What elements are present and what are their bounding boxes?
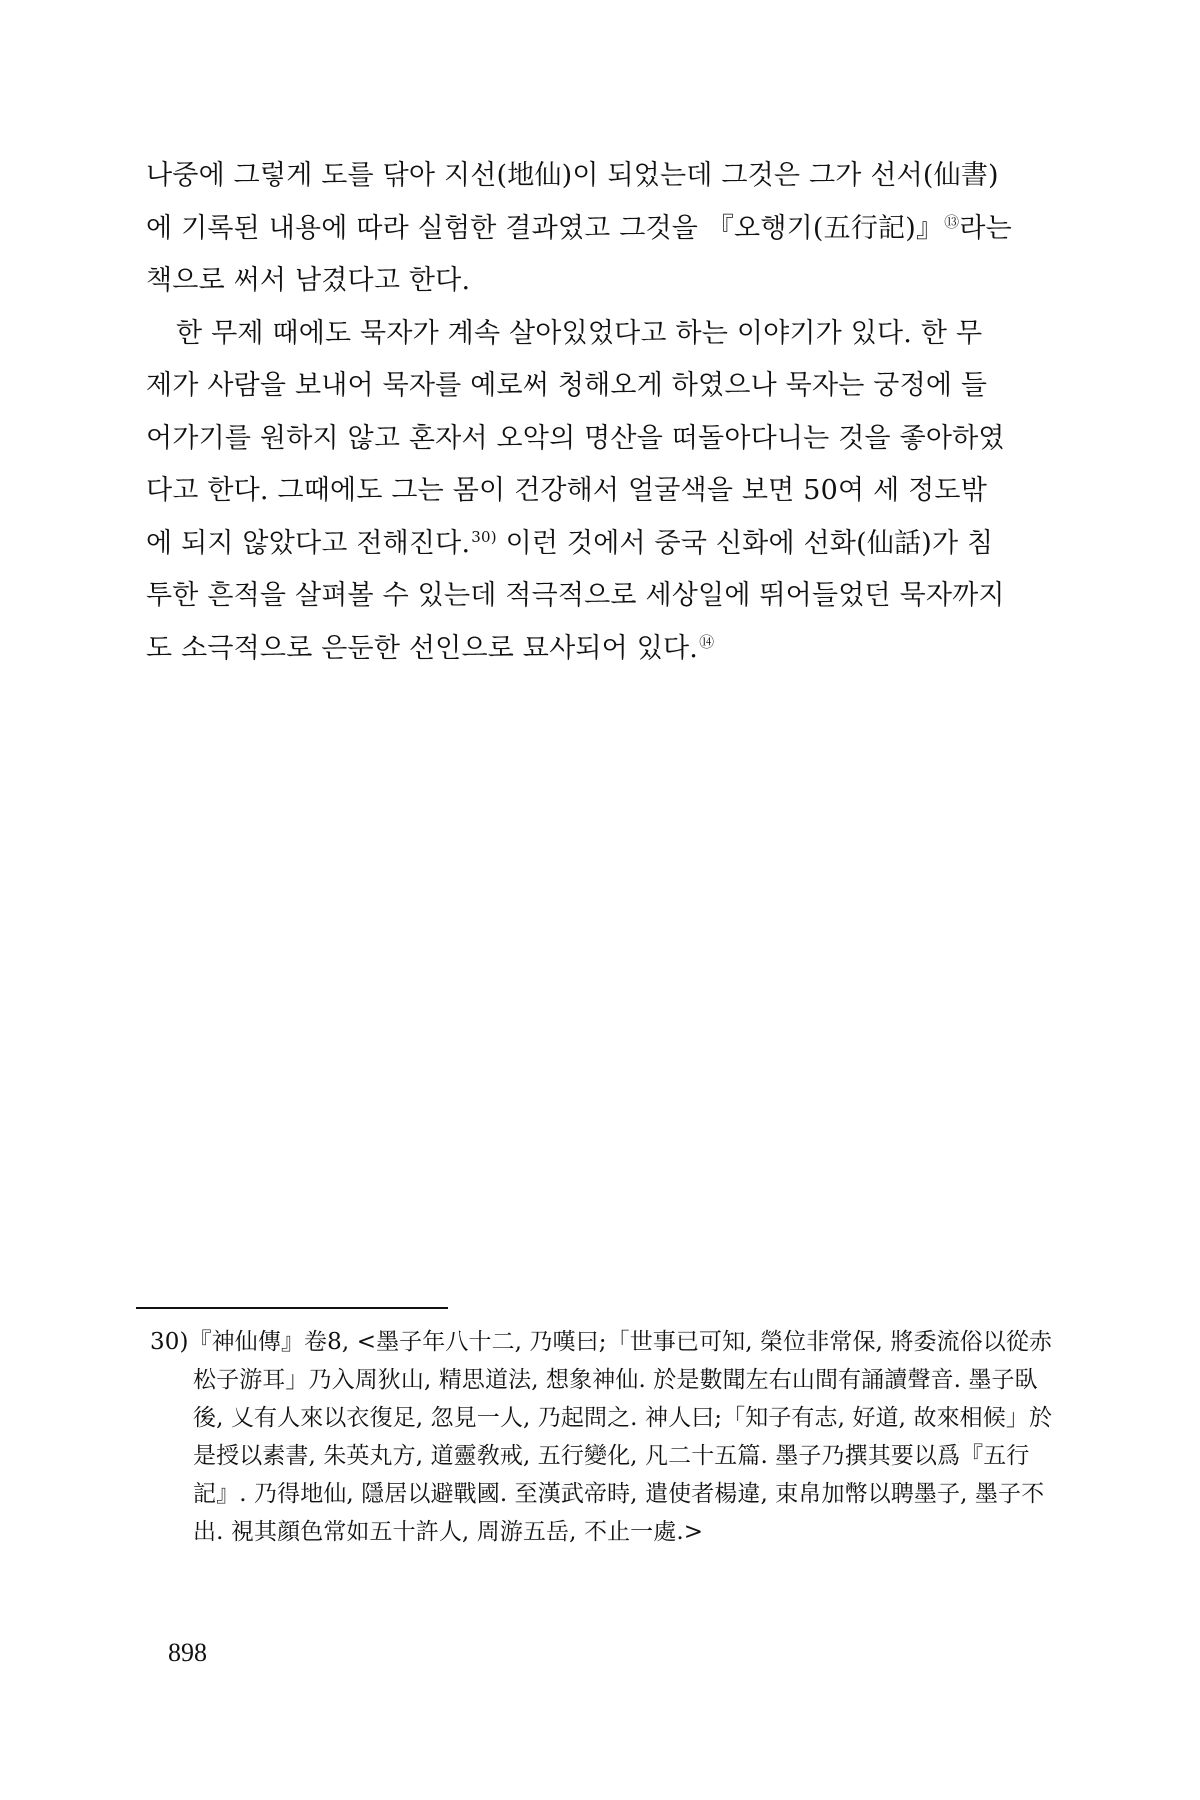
body-line-2-tail: 라는	[959, 212, 1012, 244]
body-line-5: 제가 사람을 보내어 묵자를 예로써 청해오게 하였으나 묵자는 궁정에 들	[146, 370, 988, 401]
page-number: 898	[168, 1638, 207, 1667]
body-line-8-text-b: 이런 것에서 중국 신화에 선화(仙話)가 침	[505, 527, 994, 559]
footnote-line-5: 記』. 乃得地仙, 隱居以避戰國. 至漢武帝時, 遣使者楊違, 束帛加幣以聘墨子, 墨子不	[193, 1481, 1045, 1507]
main-body-text	[146, 150, 1056, 675]
body-line-3: 책으로 써서 남겼다고 한다.	[146, 265, 471, 296]
footnote-line-1: 30)『神仙傳』卷8, <墨子年八十二, 乃嘆曰;「世事已可知, 榮位非常保, 將委流俗以從赤	[150, 1329, 1053, 1355]
body-line-10	[146, 623, 1056, 676]
footnote-30	[150, 1323, 1060, 1551]
body-line-7: 다고 한다. 그때에도 그는 몸이 건강해서 얼굴색을 보면 50여 세 정도밖	[146, 475, 987, 506]
footnote-mark-30: 30)	[471, 527, 497, 546]
footnote-line-6: 出. 視其顔色常如五十許人, 周游五岳, 不止一處.>	[193, 1519, 704, 1545]
body-line-2	[146, 203, 1056, 256]
body-line-8	[146, 518, 1056, 571]
footnote-line-2: 松子游耳」乃入周狄山, 精思道法, 想象神仙. 於是數聞左右山間有誦讀聲音. 墨子臥	[193, 1367, 1038, 1393]
body-line-6: 어가기를 원하지 않고 혼자서 오악의 명산을 떠돌아다니는 것을 좋아하였	[146, 422, 1005, 454]
footnote-mark-13: ⑬	[944, 212, 960, 231]
body-line-9: 투한 흔적을 살펴볼 수 있는데 적극적으로 세상일에 뛰어들었던 묵자까지	[146, 580, 1005, 611]
footnote-separator	[136, 1307, 448, 1309]
body-line-4: 한 무제 때에도 묵자가 계속 살아있었다고 하는 이야기가 있다. 한 무	[176, 317, 983, 349]
footnote-line-4: 是授以素書, 朱英丸方, 道靈敎戒, 五行變化, 凡二十五篇. 墨子乃撰其要以爲『五行	[193, 1443, 1030, 1469]
body-line-1: 나중에 그렇게 도를 닦아 지선(地仙)이 되었는데 그것은 그가 선서(仙書)	[146, 160, 999, 191]
footnote-line-3: 後, 乂有人來以衣復足, 忽見一人, 乃起問之. 神人曰;「知子有志, 好道, 故來相候」於	[193, 1405, 1053, 1431]
body-line-10-text: 도 소극적으로 은둔한 선인으로 묘사되어 있다.	[146, 632, 699, 664]
body-line-2-text: 에 기록된 내용에 따라 실험한 결과였고 그것을 『오행기(五行記)』	[146, 212, 944, 244]
footnote-mark-14: ⑭	[699, 632, 715, 651]
body-line-8-text-a: 에 되지 않았다고 전해진다.	[146, 527, 471, 559]
